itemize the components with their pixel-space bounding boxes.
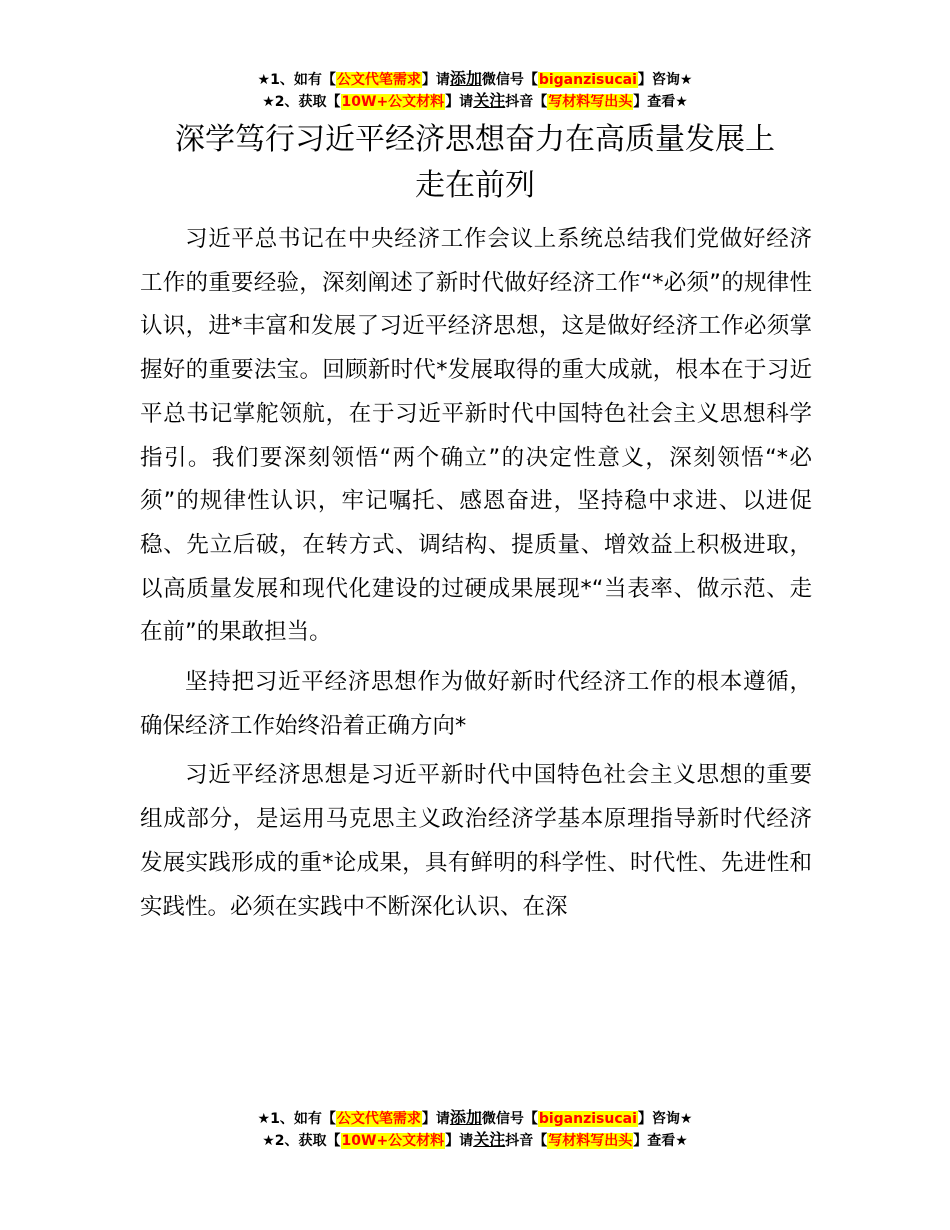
- banner-underline-follow: 关注: [473, 1130, 506, 1149]
- banner-highlight-douyin-id: 写材料写出头: [548, 94, 633, 110]
- banner-text: 】查看★: [633, 94, 688, 110]
- banner-text: 微信号【: [481, 72, 538, 88]
- header-banner-line-1: [0, 68, 950, 90]
- banner-highlight-service: 公文代笔需求: [336, 72, 421, 88]
- banner-highlight-douyin-id: 写材料写出头: [548, 1133, 633, 1149]
- banner-text: ★2、获取【: [262, 94, 341, 110]
- banner-underline-add: 添加: [449, 69, 482, 88]
- banner-underline-follow: 关注: [473, 91, 506, 110]
- banner-text: 】请: [445, 1133, 474, 1149]
- banner-text: ★1、如有【: [257, 1111, 336, 1127]
- header-banner: [0, 68, 950, 112]
- banner-highlight-wechat-id: biganzisucai: [538, 72, 637, 88]
- paragraph-2: 坚持把习近平经济思想作为做好新时代经济工作的根本遵循，确保经济工作始终沿着正确方向*: [140, 669, 812, 739]
- footer-banner-line-2: [0, 1129, 950, 1151]
- banner-text: 】请: [421, 1111, 450, 1127]
- banner-text: 】查看★: [633, 1133, 688, 1149]
- banner-text: 抖音【: [505, 94, 548, 110]
- banner-text: 抖音【: [505, 1133, 548, 1149]
- banner-text: 】咨询★: [637, 1111, 693, 1127]
- banner-text: ★1、如有【: [257, 72, 336, 88]
- banner-underline-add: 添加: [449, 1108, 482, 1127]
- banner-highlight-wechat-id: biganzisucai: [538, 1111, 637, 1127]
- banner-text: 】咨询★: [637, 72, 693, 88]
- banner-highlight-service: 公文代笔需求: [336, 1111, 421, 1127]
- footer-banner-line-1: [0, 1107, 950, 1129]
- banner-highlight-materials: 10W+公文材料: [341, 94, 445, 110]
- banner-text: 】请: [445, 94, 474, 110]
- paragraph-3: 习近平经济思想是习近平新时代中国特色社会主义思想的重要组成部分，是运用马克思主义政治经济学基本原理指导新时代经济发展实践形成的重*论成果，具有鲜明的科学性、时代性、先进性和实践性。必须在实践中不断深化认识、在深: [140, 762, 812, 920]
- paragraph-1: 习近平总书记在中央经济工作会议上系统总结我们党做好经济工作的重要经验，深刻阐述了新时代做好经济工作“*必须”的规律性认识，进*丰富和发展了习近平经济思想，这是做好经济工作必须掌握好的重要法宝。回顾新时代*发展取得的重大成就，根本在于习近平总书记掌舵领航，在于习近平新时代中国特色社会主义思想科学指引。我们要深刻领悟“两个确立”的决定性意义，深刻领悟“*必须”的规律性认识，牢记嘱托、感恩奋进，坚持稳中求进、以进促稳、先立后破，在转方式、调结构、提质量、增效益上积极进取，以高质量发展和现代化建设的过硬成果展现*“当表率、做示范、走在前”的果敢担当。: [140, 226, 812, 646]
- banner-highlight-materials: 10W+公文材料: [341, 1133, 445, 1149]
- footer-banner: [0, 1107, 950, 1151]
- title-line-1: 深学笃行习近平经济思想奋力在高质量发展上: [175, 122, 775, 157]
- document-title: [120, 117, 830, 209]
- banner-text: 微信号【: [481, 1111, 538, 1127]
- header-banner-line-2: [0, 90, 950, 112]
- banner-text: ★2、获取【: [262, 1133, 341, 1149]
- document-body: [140, 218, 812, 935]
- banner-text: 】请: [421, 72, 450, 88]
- title-line-2: 走在前列: [415, 168, 535, 203]
